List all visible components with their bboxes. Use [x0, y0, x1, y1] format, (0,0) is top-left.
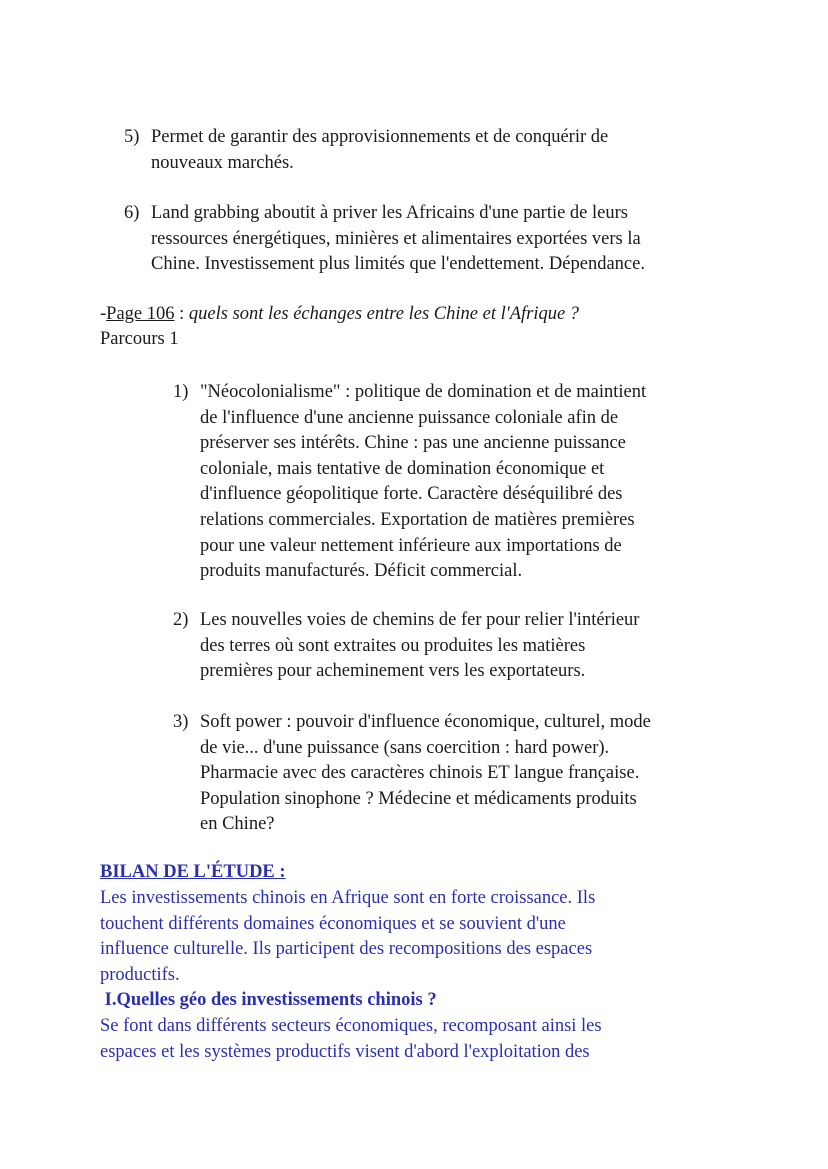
list-item-1: [173, 380, 733, 585]
item-line: en Chine?: [200, 814, 275, 835]
item-line: Pharmacie avec des caractères chinois ET langue française.: [200, 763, 640, 784]
list-item-2: [173, 608, 733, 686]
page-ref-question: quels sont les échanges entre les Chine et l'Afrique ?: [188, 304, 580, 324]
item-number: 5): [124, 127, 140, 147]
item-line: premières pour acheminement vers les exportateurs.: [200, 661, 586, 682]
item-line: ressources énergétiques, minières et alimentaires exportées vers la: [151, 228, 641, 249]
section-paragraph: [100, 1014, 602, 1065]
item-line: relations commerciales. Exportation de matières premières: [200, 509, 635, 530]
page-reference: [100, 302, 579, 328]
section-line: espaces et les systèmes productifs visent d'abord l'exploitation des: [100, 1041, 590, 1062]
item-number: 3): [173, 712, 189, 732]
item-line: "Néocolonialisme" : politique de domination et de maintient: [200, 382, 647, 402]
item-line: Les nouvelles voies de chemins de fer pour relier l'intérieur: [200, 610, 640, 630]
item-line: Population sinophone ? Médecine et médicaments produits: [200, 788, 637, 809]
bilan-paragraph: [100, 886, 595, 988]
list-item-6: [124, 201, 764, 279]
list-item-3: [173, 710, 733, 840]
item-number: 2): [173, 610, 189, 630]
item-line: préserver ses intérêts. Chine : pas une ancienne puissance: [200, 433, 626, 454]
item-line: Soft power : pouvoir d'influence économique, culturel, mode: [200, 712, 651, 732]
item-line: de vie... d'une puissance (sans coercition : hard power).: [200, 737, 610, 758]
item-line: Land grabbing aboutit à priver les Africains d'une partie de leurs: [151, 203, 628, 223]
bilan-line: Les investissements chinois en Afrique sont en forte croissance. Ils: [100, 888, 596, 908]
item-line: d'influence géopolitique forte. Caractère déséquilibré des: [200, 484, 623, 505]
section-line: Se font dans différents secteurs économiques, recomposant ainsi les: [100, 1016, 602, 1036]
item-line: produits manufacturés. Déficit commercial.: [200, 561, 523, 582]
bilan-line: productifs.: [100, 964, 180, 985]
item-line: pour une valeur nettement inférieure aux importations de: [200, 535, 622, 556]
item-line: de l'influence d'une ancienne puissance coloniale afin de: [200, 407, 619, 428]
bilan-line: touchent différents domaines économiques et se souvient d'une: [100, 913, 566, 934]
bilan-line: influence culturelle. Ils participent des recompositions des espaces: [100, 939, 593, 960]
bilan-heading: BILAN DE L'ÉTUDE :: [100, 862, 286, 882]
item-number: 6): [124, 203, 140, 223]
page-ref-prefix: -: [100, 304, 107, 324]
item-line: nouveaux marchés.: [151, 152, 294, 173]
list-item-5: [124, 125, 764, 177]
page-ref-link[interactable]: Page 106: [106, 304, 175, 324]
item-line: coloniale, mais tentative de domination économique et: [200, 458, 605, 479]
item-line: des terres où sont extraites ou produites les matières: [200, 635, 586, 656]
parcours-label: Parcours 1: [100, 329, 179, 349]
section-subheading: I.Quelles géo des investissements chinois ?: [100, 990, 437, 1010]
item-number: 1): [173, 382, 189, 402]
page-ref-separator: :: [174, 304, 189, 324]
item-line: Permet de garantir des approvisionnements et de conquérir de: [151, 127, 609, 147]
item-line: Chine. Investissement plus limités que l'endettement. Dépendance.: [151, 254, 645, 275]
